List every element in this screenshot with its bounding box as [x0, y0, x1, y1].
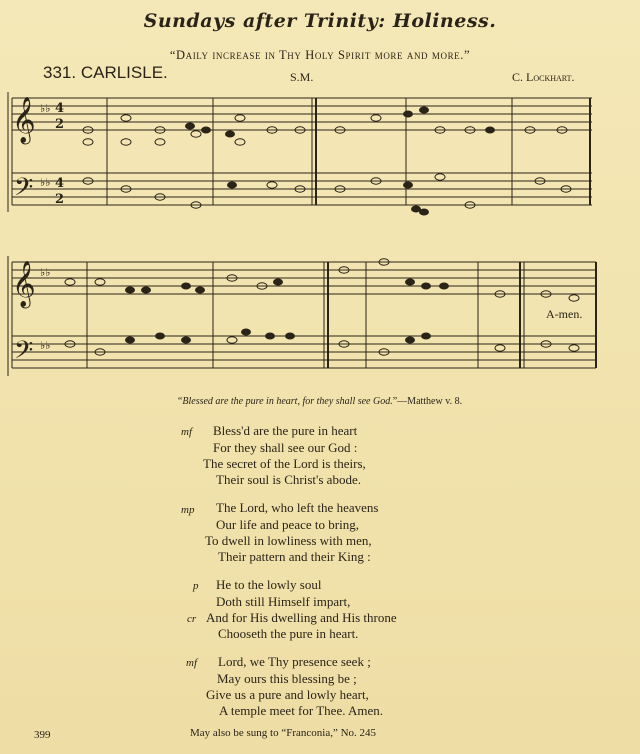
hymn-number: 331.	[43, 63, 77, 82]
verse-line: Bless'd are the pure in heart	[213, 423, 358, 438]
verse-line: The Lord, who left the heavens	[216, 500, 379, 515]
staff-system-1	[8, 92, 592, 212]
verse-line: Our life and peace to bring,	[216, 517, 359, 532]
section-title: Sundays after Trinity: Holiness.	[143, 10, 497, 32]
scripture-epigraph: “Blessed are the pure in heart, for they shall see God.”—Matthew v. 8.	[177, 396, 463, 407]
verse-line: Their soul is Christ's abode.	[216, 472, 361, 487]
bass-staff-2	[12, 336, 596, 368]
svg-text:♭♭: ♭♭	[40, 266, 51, 279]
verse-line: And for His dwelling and His throne	[206, 610, 397, 625]
svg-text:2: 2	[55, 117, 65, 132]
verse-line: Chooseth the pure in heart.	[218, 626, 359, 641]
treble-staff-1	[12, 98, 592, 130]
dynamic-marking: mp	[181, 504, 195, 516]
meter: S.M.	[290, 70, 314, 84]
svg-text:♭♭: ♭♭	[40, 176, 51, 189]
treble-staff-2	[12, 262, 596, 294]
verse-line: Lord, we Thy presence seek ;	[218, 654, 371, 669]
verse-line: Give us a pure and lowly heart,	[206, 687, 369, 702]
verse-line: A temple meet for Thee. Amen.	[219, 703, 384, 718]
noteheads	[65, 107, 579, 355]
svg-text:4: 4	[55, 101, 65, 116]
treble-clef-2: 𝄞	[12, 261, 36, 307]
dynamic-marking: cr	[187, 613, 197, 625]
scripture-reference: —Matthew v. 8.	[397, 396, 463, 407]
clefs	[12, 97, 64, 371]
bass-staff-1	[12, 173, 592, 205]
dynamic-marking: mf	[186, 657, 197, 669]
verse-line: Their pattern and their King :	[218, 549, 371, 564]
dynamic-marking: p	[193, 580, 199, 592]
page-number: 399	[34, 729, 51, 741]
motto: “Daily increase in Thy Holy Spirit more and more.”	[169, 48, 471, 62]
svg-text:♭♭: ♭♭	[40, 102, 51, 115]
staff-system-2	[8, 256, 596, 376]
dynamic-marking: mf	[181, 426, 192, 438]
verse-line: To dwell in lowliness with men,	[205, 533, 372, 548]
svg-text:♭♭: ♭♭	[40, 339, 51, 352]
bass-clef-1: 𝄢	[14, 173, 34, 208]
scripture-quote: Blessed are the pure in heart, for they shall see God.	[182, 396, 393, 407]
bass-clef-2: 𝄢	[14, 336, 34, 371]
svg-text:4: 4	[55, 176, 65, 191]
svg-text:2: 2	[55, 192, 65, 207]
composer: C. Lockhart.	[512, 70, 575, 84]
verse-line: Doth still Himself impart,	[216, 594, 351, 609]
tune-name: CARLISLE.	[80, 63, 168, 82]
treble-clef-1: 𝄞	[12, 97, 36, 143]
verse-line: For they shall see our God :	[213, 440, 358, 455]
verse-line: He to the lowly soul	[216, 577, 322, 592]
amen-label: A-men.	[546, 307, 583, 321]
verse-line: May ours this blessing be ;	[217, 671, 357, 686]
alternate-tune-note: May also be sung to “Franconia,” No. 245	[190, 727, 377, 739]
verse-line: The secret of the Lord is theirs,	[203, 456, 366, 471]
